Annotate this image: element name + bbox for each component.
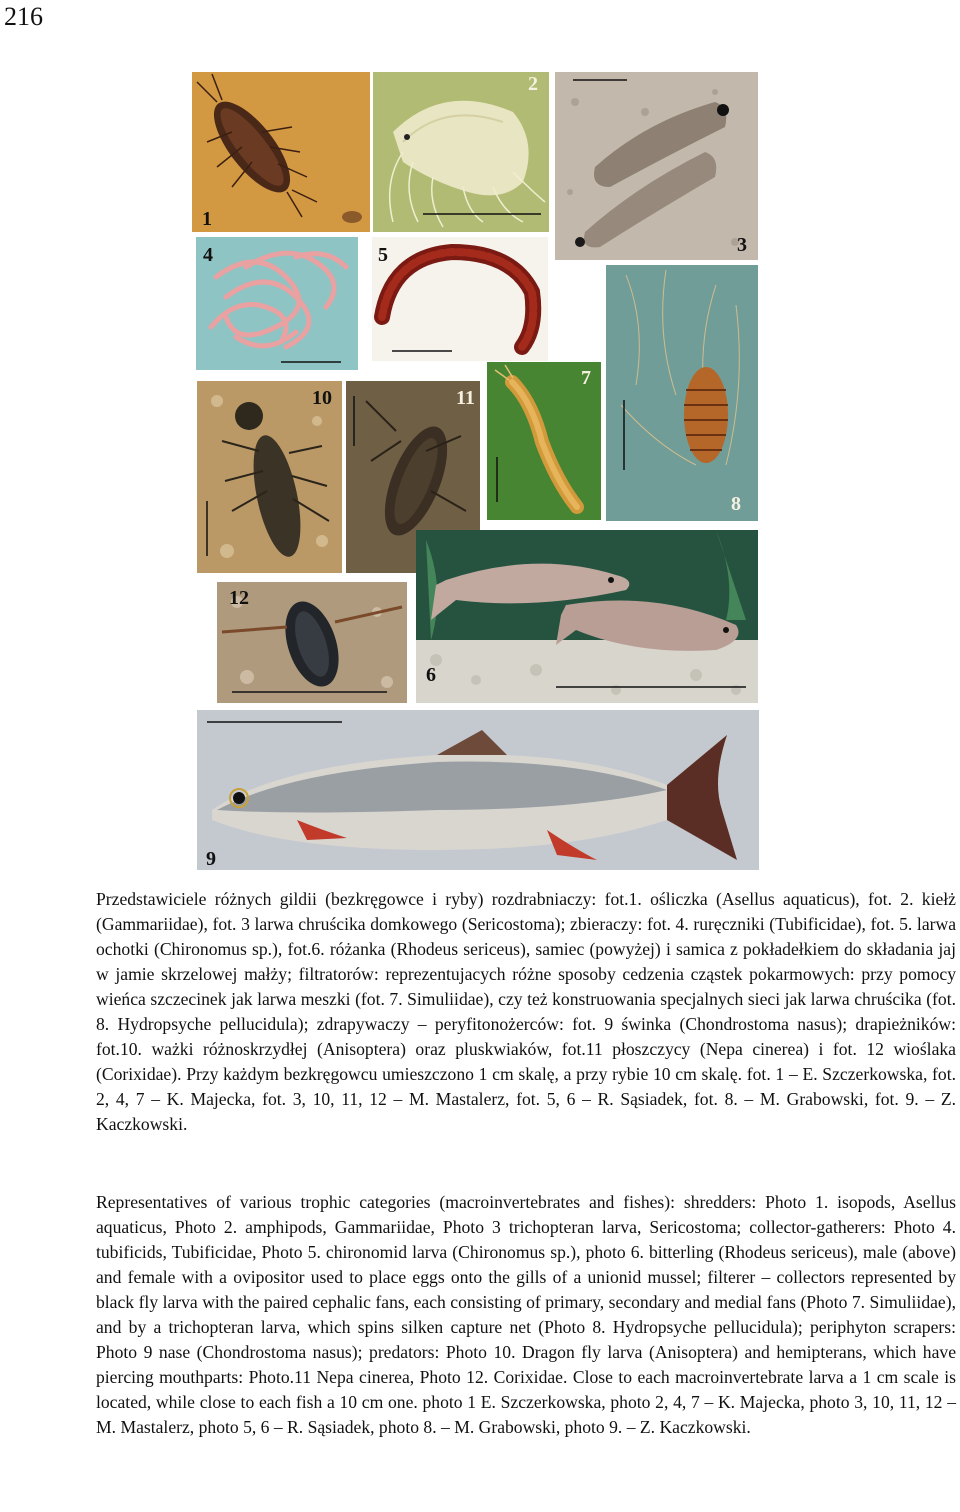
caption-english-text: Representatives of various trophic categories (macroinvertebrates and fishes): shredders: Photo 1. isopods, Asellus aquaticus, Photo 2. amphipods, Gammariidae, Photo 3 trichopteran larva, Sericostoma; collector-gatherers: Photo 4. tubificids, Tubificidae, Photo 5. chironomid larva (Chironomus sp.), photo 6. bitterling (Rhodeus sericeus), male (above) and female with a ovipositor used to place eggs onto the gills of a unionid mussel; filterer – collectors represented by black fly larva with the paired cephalic fans, each consisting of primary, secondary and medial fans (Photo 7. Simuliidae), and by a trichopteran larva, which spins silken capture net (Photo 8. Hydropsyche pellucidula); periphyton scrapers: Photo 9 nase (Chondrostoma nasus); predators: Photo 10. Dragon fly larva (Anisoptera) and hemipterans, which have piercing mouthparts: Photo.11 Nepa cinerea, Photo 12. Corixidae. Close to each macroinvertebrate larva a 1 cm scale is located, while close to each fish a 10 cm one. photo 1 E. Szczerkowska, photo 2, 4, 7 – K. Majecka, photo 3, 10, 11, 12 – M. Mastalerz, photo 5, 6 – R. Sąsiadek, photo 8. – M. Grabowski, photo 9. – Z. Kaczkowski. (96, 1192, 956, 1437)
caption-english (5, 1190, 956, 1440)
photo-label-10: 10 (312, 387, 332, 409)
photo-5-chironomid (372, 237, 548, 361)
photo-label-9: 9 (206, 848, 216, 870)
caption-polish (5, 887, 956, 1137)
caption-polish-text: Przedstawiciele różnych gildii (bezkręgowce i ryby) rozdrabniaczy: fot.1. ośliczka (Asellus aquaticus), fot. 2. kiełż (Gammariidae), fot. 3 larwa chruścika domkowego (Sericostoma); zbieraczy: fot. 4. ruręczniki (Tubificidae), fot. 5. larwa ochotki (Chironomus sp.), fot.6. różanka (Rhodeus sericeus), samiec (powyżej) i samica z pokładełkiem do składania jaj w jamie skrzelowej małży; filtratorów: reprezentujacych różne sposoby cedzenia cząstek pokarmowych: przy pomocy wieńca szczecinek jak larwa meszki (fot. 7. Simuliidae), czy też konstruowania specjalnych sieci jak larwa chruścika (fot. 8. Hydropsyche pellucidula); zdrapywaczy – peryfitonożerców: fot. 9 świnka (Chondrostoma nasus); drapieżników: fot.10. ważki różnoskrzydłej (Anisoptera) oraz pluskwiaków, fot.11 płoszczycy (Nepa cinerea) i fot. 12 wioślaka (Corixidae). Przy każdym bezkręgowcu umieszczono 1 cm skalę, a przy rybie 10 cm skalę. fot. 1 – E. Szczerkowska, fot. 2, 4, 7 – K. Majecka, fot. 3, 10, 11, 12 – M. Mastalerz, fot. 5, 6 – R. Sąsiadek, fot. 8. – M. Grabowski, fot. 9. – Z. Kaczkowski. (96, 889, 956, 1134)
caption-polish-label (10, 887, 96, 912)
photo-label-2: 2 (528, 73, 538, 95)
photo-label-6: 6 (426, 664, 436, 686)
photo-label-7: 7 (581, 367, 591, 389)
photo-label-1: 1 (202, 208, 212, 230)
photo-label-12: 12 (229, 587, 249, 609)
photo-3-caddis-cases (555, 72, 758, 260)
photo-4-tubificids (196, 237, 358, 370)
photo-1-isopod (192, 72, 370, 232)
page-number: 216 (4, 2, 43, 31)
photo-label-3: 3 (737, 234, 747, 256)
photo-label-8: 8 (731, 493, 741, 515)
photo-8-hydropsyche (606, 265, 758, 521)
photo-label-5: 5 (378, 244, 388, 266)
photo-9-nase (197, 710, 759, 870)
photo-label-11: 11 (456, 387, 475, 409)
photo-label-4: 4 (203, 244, 213, 266)
photo-2-amphipod (373, 72, 549, 232)
caption-english-label (10, 1190, 96, 1215)
photo-6-bitterling (416, 530, 758, 703)
